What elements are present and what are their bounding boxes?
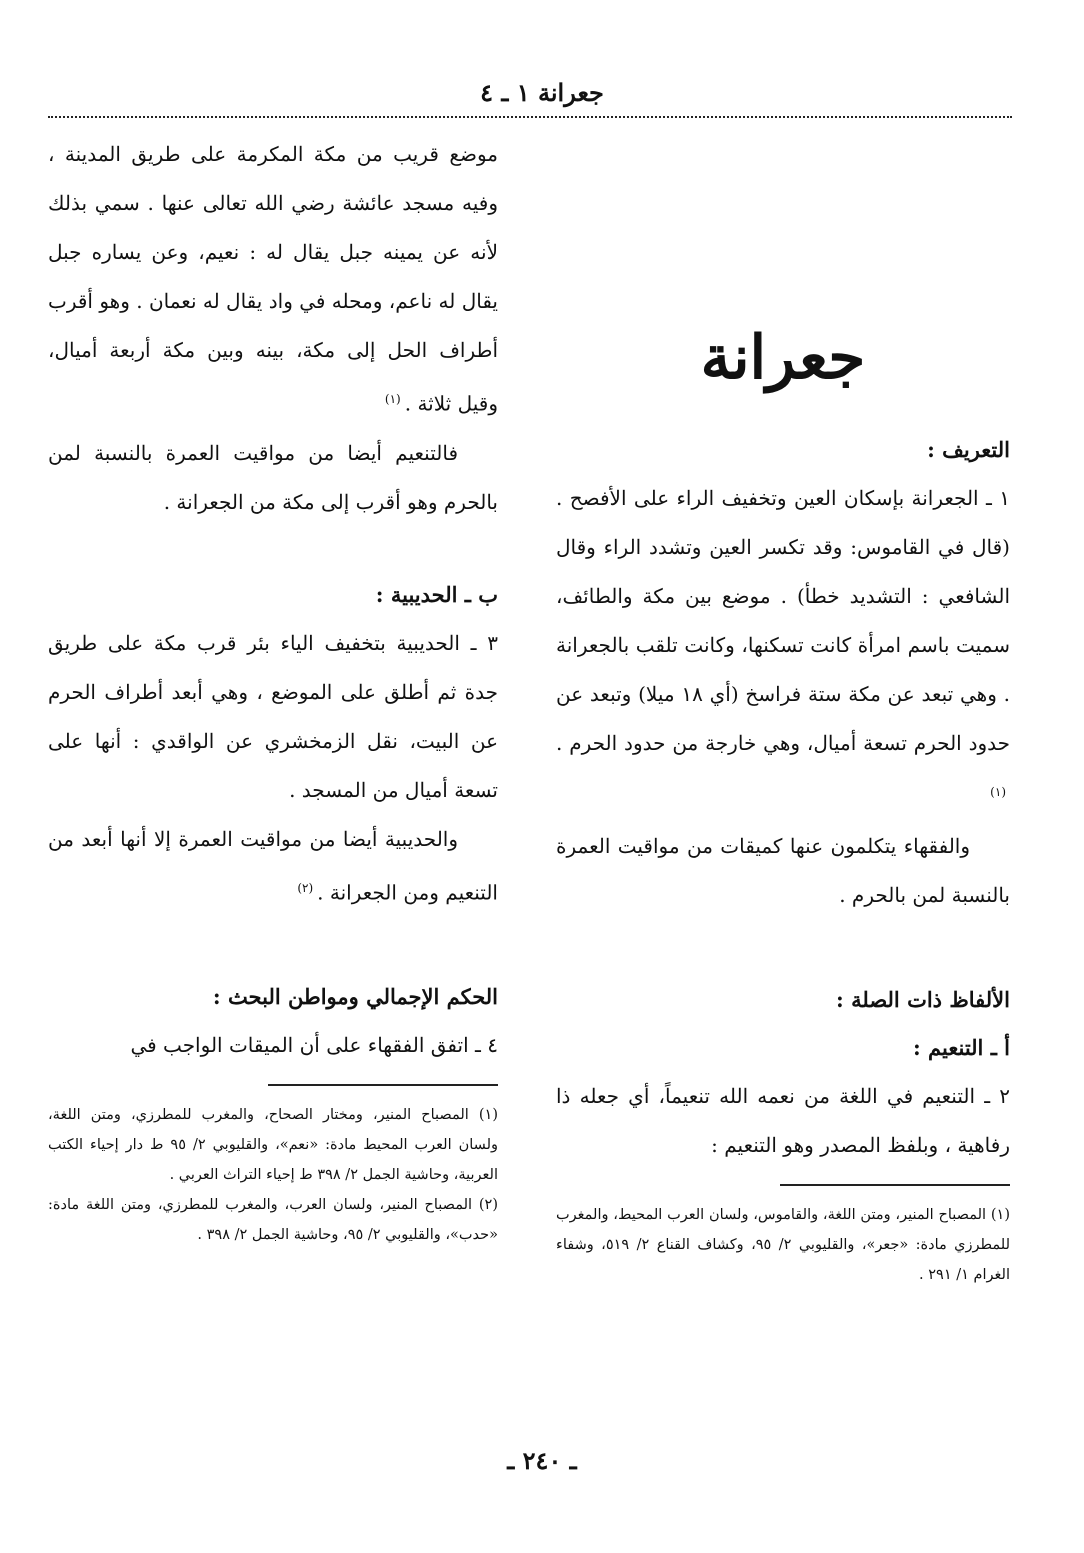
definition-heading: التعريف : [927, 437, 1010, 462]
footnote-rule [780, 1184, 1010, 1186]
paragraph-8: ٤ ـ اتفق الفقهاء على أن الميقات الواجب في [130, 1033, 498, 1058]
paragraph-1 [556, 474, 1010, 822]
paragraph-4-text: موضع قريب من مكة المكرمة على طريق المدينة ، وفيه مسجد عائشة رضي الله تعالى عنها . سمي بذلك لأنه عن يمينه جبل يقال له : نعيم، وعن يساره جبل يقال له ناعم، ومحله في واد يقال له نعمان . وهو أقرب أطراف الحل إلى مكة، بينه وبين مكة أربعة أميال، وقيل ثلاثة . [48, 142, 498, 416]
spacer [48, 527, 498, 571]
subheading-hudaybiyah: ب ـ الحديبية : [375, 581, 498, 607]
paragraph-2: والفقهاء يتكلمون عنها كميقات من مواقيت العمرة بالنسبة لمن بالحرم . [556, 833, 1010, 907]
footnote: (٢) المصباح المنير، ولسان العرب، والمغرب للمطرزي، ومتن اللغة مادة: «حدب»، والقليوبي ٢/ ٩٥، وحاشية الجمل ٢/ ٣٩٨ . [48, 1197, 498, 1244]
footnote: (١) المصباح المنير، ومختار الصحاح، والمغرب للمطرزي، ومتن اللغة، ولسان العرب المحيط مادة: «نعم»، والقليوبي ٢/ ٩٥ ط دار إحياء الكتب العربية، وحاشية الجمل ٢/ ٣٩٨ ط إحياء التراث العربي . [48, 1107, 499, 1184]
footnote-rule [268, 1084, 498, 1086]
header-rule [48, 116, 1012, 118]
paragraph-7 [48, 815, 498, 918]
footnote-ref: (١) [384, 392, 401, 406]
subheading-tanim: أ ـ التنعيم : [912, 1034, 1010, 1060]
spacer [556, 920, 1010, 976]
right-column [556, 130, 1010, 1290]
footnote-ref: (١) [990, 785, 1006, 799]
paragraph-5: فالتنعيم أيضا من مواقيت العمرة بالنسبة لمن بالحرم وهو أقرب إلى مكة من الجعرانة . [48, 440, 498, 514]
running-header: جعرانة ١ ـ ٤ [480, 78, 604, 107]
footnote: (١) المصباح المنير، ومتن اللغة، والقاموس، ولسان العرب المحيط، والمغرب للمطرزي مادة: «جعر»، والقليوبي ٢/ ٩٥، وكشاف القناع ٢/ ٥١٩، وشفاء الغرام ١/ ٢٩١ . [556, 1206, 1011, 1283]
ruling-heading: الحكم الإجمالي ومواطن البحث : [212, 984, 498, 1010]
entry-title: جعرانة [700, 323, 866, 393]
related-terms-heading: الألفاظ ذات الصلة : [836, 986, 1010, 1012]
spacer [48, 917, 498, 973]
left-column [48, 130, 498, 1250]
footnote-ref: (٢) [297, 880, 314, 895]
paragraph-3: ٢ ـ التنعيم في اللغة من نعمه الله تنعيماً، أي جعله ذا رفاهية ، وبلفظ المصدر وهو التنعيم : [556, 1083, 1010, 1157]
paragraph-7-text: والحديبية أيضا من مواقيت العمرة إلا أنها أبعد من التنعيم ومن الجعرانة . [48, 826, 498, 905]
paragraph-6: ٣ ـ الحديبية بتخفيف الياء بئر قرب مكة على طريق جدة ثم أطلق على الموضع ، وهي أبعد أطراف الحرم عن البيت، نقل الزمخشري عن الواقدي : أنها على تسعة أميال من المسجد . [48, 630, 498, 802]
page-number: ـ ٢٤٠ ـ [507, 1446, 577, 1475]
paragraph-4 [48, 130, 498, 429]
paragraph-1-text: ١ ـ الجعرانة بإسكان العين وتخفيف الراء على الأفصح . (قال في القاموس: وقد تكسر العين وتشدد الراء وقال الشافعي : التشديد خطأ) . موضع بين مكة والطائف، سميت باسم امرأة كانت تسكنها، وكانت تلقب بالجعرانة . وهي تبعد عن مكة ستة فراسخ (أي ١٨ ميلا) وتبعد عن حدود الحرم تسعة أميال، وهي خارجة من حدود الحرم . [556, 486, 1011, 755]
